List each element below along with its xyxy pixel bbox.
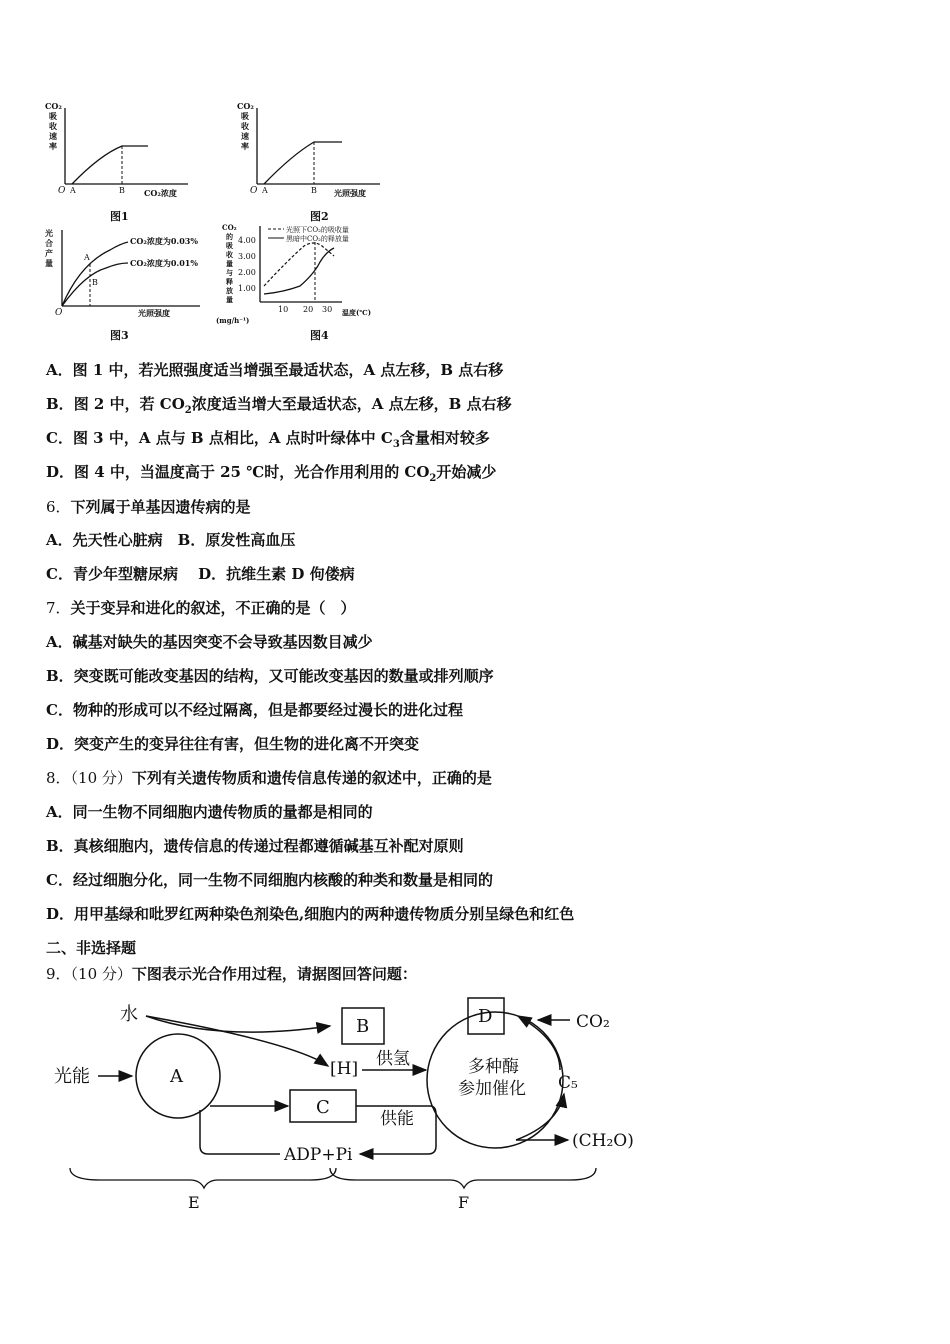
c5-to-d-arrow — [518, 1016, 560, 1070]
light-energy-label: 光能 — [54, 1066, 90, 1087]
fig1-ylabel-2: 吸 — [49, 111, 57, 121]
q6-stem — [46, 497, 251, 517]
fig2-ylabel-2: 吸 — [241, 111, 249, 121]
fig4-ytick-100: 1.00 — [238, 284, 256, 293]
label-b: B — [356, 1016, 370, 1037]
fig1-point-a: A — [70, 186, 76, 195]
fig3-ylabel-3: 产 — [45, 248, 53, 258]
q8-option-a: A．同一生物不同细胞内遗传物质的量都是相同的 — [46, 803, 373, 821]
fig4-xtick-20: 20 — [303, 305, 314, 314]
fig4-caption: 图4 — [310, 329, 329, 342]
q5-option-d-sub: 2 — [429, 473, 437, 484]
enzyme-label-1: 多种酶 — [468, 1057, 519, 1077]
fig3-ylabel-2: 合 — [45, 238, 53, 248]
q5-option-a — [46, 360, 503, 380]
fig3-curve-high — [62, 242, 128, 306]
q7-stem-text: 关于变异和进化的叙述，不正确的是（ ） — [70, 599, 356, 617]
fig4-legend-solid: 黑暗中CO₂的释放量 — [286, 235, 349, 243]
fig3-ylabel-1: 光 — [45, 228, 53, 238]
fig2-point-b: B — [311, 186, 317, 195]
q6-options-row-1: A．先天性心脏病 B．原发性高血压 — [46, 531, 296, 549]
q5-option-d-label: D． — [46, 463, 75, 481]
q6-stem-text: 下列属于单基因遗传病的是 — [70, 498, 251, 516]
fig4-ytick-400: 4.00 — [238, 236, 256, 245]
fig4-ytick-300: 3.00 — [238, 252, 256, 261]
fig4-yunit: (mg/h⁻¹) — [216, 316, 250, 325]
fig3-point-a: A — [84, 253, 90, 262]
q8-stem-text: 下列有关遗传物质和遗传信息传递的叙述中，正确的是 — [131, 769, 492, 787]
q8-option-d: D．用甲基绿和吡罗红两种染色剂染色,细胞内的两种遗传物质分别呈绿色和红色 — [46, 905, 575, 923]
fig2-ylabel-4: 速 — [241, 131, 249, 141]
supply-energy-label: 供能 — [380, 1109, 414, 1129]
fig1-xlabel: CO₂浓度 — [144, 188, 177, 198]
label-a: A — [170, 1066, 183, 1087]
ch2o-label: (CH₂O) — [572, 1131, 634, 1151]
photosynthesis-diagram — [40, 990, 650, 1220]
fig2-curve — [264, 142, 342, 184]
brace-e — [70, 1168, 336, 1188]
adp-to-a-path — [200, 1110, 280, 1154]
fig4-ylabel-7: 释 — [226, 277, 233, 286]
q5-option-d-text-2: 开始减少 — [436, 463, 497, 481]
fig1-ylabel-3: 收 — [49, 121, 57, 131]
label-d: D — [478, 1006, 493, 1027]
enzyme-label-2: 参加催化 — [458, 1079, 526, 1099]
label-e: E — [188, 1193, 200, 1212]
c5-label: C₅ — [558, 1073, 578, 1093]
figure-1 — [40, 100, 200, 226]
fig3-curve-high-label: CO₂浓度为0.03% — [130, 236, 198, 246]
adp-pi-label: ADP+Pi — [284, 1145, 353, 1165]
fig4-ylabel-9: 量 — [226, 295, 233, 304]
q5-option-b-text-1: 图 2 中，若 CO — [73, 395, 185, 413]
fig4-xtick-10: 10 — [278, 305, 289, 314]
co2-label: CO₂ — [576, 1012, 610, 1032]
q5-option-d-text-1: 图 4 中，当温度高于 25 ℃时，光合作用利用的 CO — [74, 463, 430, 481]
q8-option-c: C．经过细胞分化，同一生物不同细胞内核酸的种类和数量是相同的 — [46, 871, 493, 889]
q6-options-row-2: C．青少年型糖尿病 D．抗维生素 D 佝偻病 — [46, 565, 355, 583]
q9-stem — [46, 964, 417, 984]
fig4-ylabel-2: 的 — [226, 232, 233, 241]
q9-stem-text: 下图表示光合作用过程，请据图回答问题： — [131, 965, 417, 983]
fig4-xlabel: 温度(℃) — [342, 308, 372, 317]
fig4-legend-dashed: 光照下CO₂的吸收量 — [286, 226, 349, 234]
fig4-ylabel-3: 吸 — [226, 241, 233, 250]
q5-option-d — [46, 462, 496, 489]
q5-option-b-text-2: 浓度适当增大至最适状态，A 点左移，B 点右移 — [191, 395, 512, 413]
fig2-caption: 图2 — [310, 210, 329, 223]
q5-option-c — [46, 428, 490, 455]
q8-number: 8． — [46, 769, 71, 787]
fig3-origin: O — [55, 308, 63, 318]
fig4-ytick-200: 2.00 — [238, 268, 256, 277]
q7-option-a: A．碱基对缺失的基因突变不会导致基因数目减少 — [46, 633, 373, 651]
fig4-ylabel-4: 收 — [226, 250, 233, 259]
fig1-ylabel-1: CO₂ — [45, 101, 62, 111]
fig1-caption: 图1 — [110, 210, 129, 223]
q7-number: 7． — [46, 599, 71, 617]
label-f: F — [458, 1193, 470, 1212]
fig3-ylabel-4: 量 — [45, 258, 53, 268]
fig2-ylabel-5: 率 — [241, 141, 249, 151]
q7-stem — [46, 598, 356, 618]
figure-3 — [40, 224, 220, 346]
q6-number: 6． — [46, 498, 71, 516]
q5-option-b — [46, 394, 512, 421]
fig4-xtick-30: 30 — [322, 305, 333, 314]
q5-option-a-text: 图 1 中，若光照强度适当增强至最适状态，A 点左移，B 点右移 — [72, 361, 504, 379]
label-c: C — [316, 1097, 330, 1118]
fig4-solid-curve — [264, 248, 334, 294]
fig3-xlabel: 光照强度 — [138, 308, 170, 318]
figure-2 — [232, 100, 392, 226]
fig4-ylabel-8: 放 — [226, 286, 233, 295]
q7-option-b: B．突变既可能改变基因的结构，又可能改变基因的数量或排列顺序 — [46, 667, 494, 685]
q7-option-c: C．物种的形成可以不经过隔离，但是都要经过漫长的进化过程 — [46, 701, 463, 719]
fig3-point-b: B — [92, 278, 98, 287]
fig4-dashed-curve — [264, 243, 334, 286]
fig4-ylabel-1: CO₂ — [222, 223, 237, 232]
q5-option-c-sub: 3 — [392, 439, 400, 450]
q5-option-b-sub: 2 — [184, 405, 192, 416]
supply-hydrogen-label: 供氢 — [376, 1049, 410, 1069]
fig4-ylabel-5: 量 — [226, 259, 233, 268]
fig2-xlabel: 光照强度 — [334, 188, 366, 198]
q5-option-c-text-2: 含量相对较多 — [399, 429, 490, 447]
q5-option-b-label: B． — [46, 395, 74, 413]
q5-option-c-text-1: 图 3 中，A 点与 B 点相比，A 点时叶绿体中 C — [72, 429, 393, 447]
water-label: 水 — [120, 1004, 138, 1025]
fig1-ylabel-4: 速 — [49, 131, 57, 141]
fig2-ylabel-3: 收 — [241, 121, 249, 131]
fig1-ylabel-5: 率 — [49, 141, 57, 151]
fig3-caption: 图3 — [110, 329, 129, 342]
fig2-origin: O — [250, 186, 258, 196]
figure-4 — [214, 222, 389, 346]
fig1-origin: O — [58, 186, 66, 196]
brace-f — [330, 1168, 596, 1188]
fig4-ylabel-6: 与 — [226, 268, 233, 277]
label-h: [H] — [330, 1059, 359, 1079]
fig1-point-b: B — [119, 186, 125, 195]
fig1-curve — [72, 146, 148, 184]
q5-option-a-label: A． — [46, 361, 73, 379]
fig2-point-a: A — [262, 186, 268, 195]
q8-option-b: B．真核细胞内，遗传信息的传递过程都遵循碱基互补配对原则 — [46, 837, 464, 855]
fig2-ylabel-1: CO₂ — [237, 101, 254, 111]
water-to-b-arrow — [146, 1016, 330, 1032]
section-2-heading: 二、非选择题 — [46, 939, 137, 957]
q8-score: （10 分） — [70, 769, 132, 787]
q9-number: 9． — [46, 965, 71, 983]
q9-score: （10 分） — [70, 965, 132, 983]
cycle-to-c5-arrow — [516, 1094, 564, 1140]
q5-option-c-label: C． — [46, 429, 73, 447]
q8-stem — [46, 768, 492, 788]
fig3-curve-low-label: CO₂浓度为0.01% — [130, 258, 198, 268]
q7-option-d: D．突变产生的变异往往有害，但生物的进化离不开突变 — [46, 735, 420, 753]
